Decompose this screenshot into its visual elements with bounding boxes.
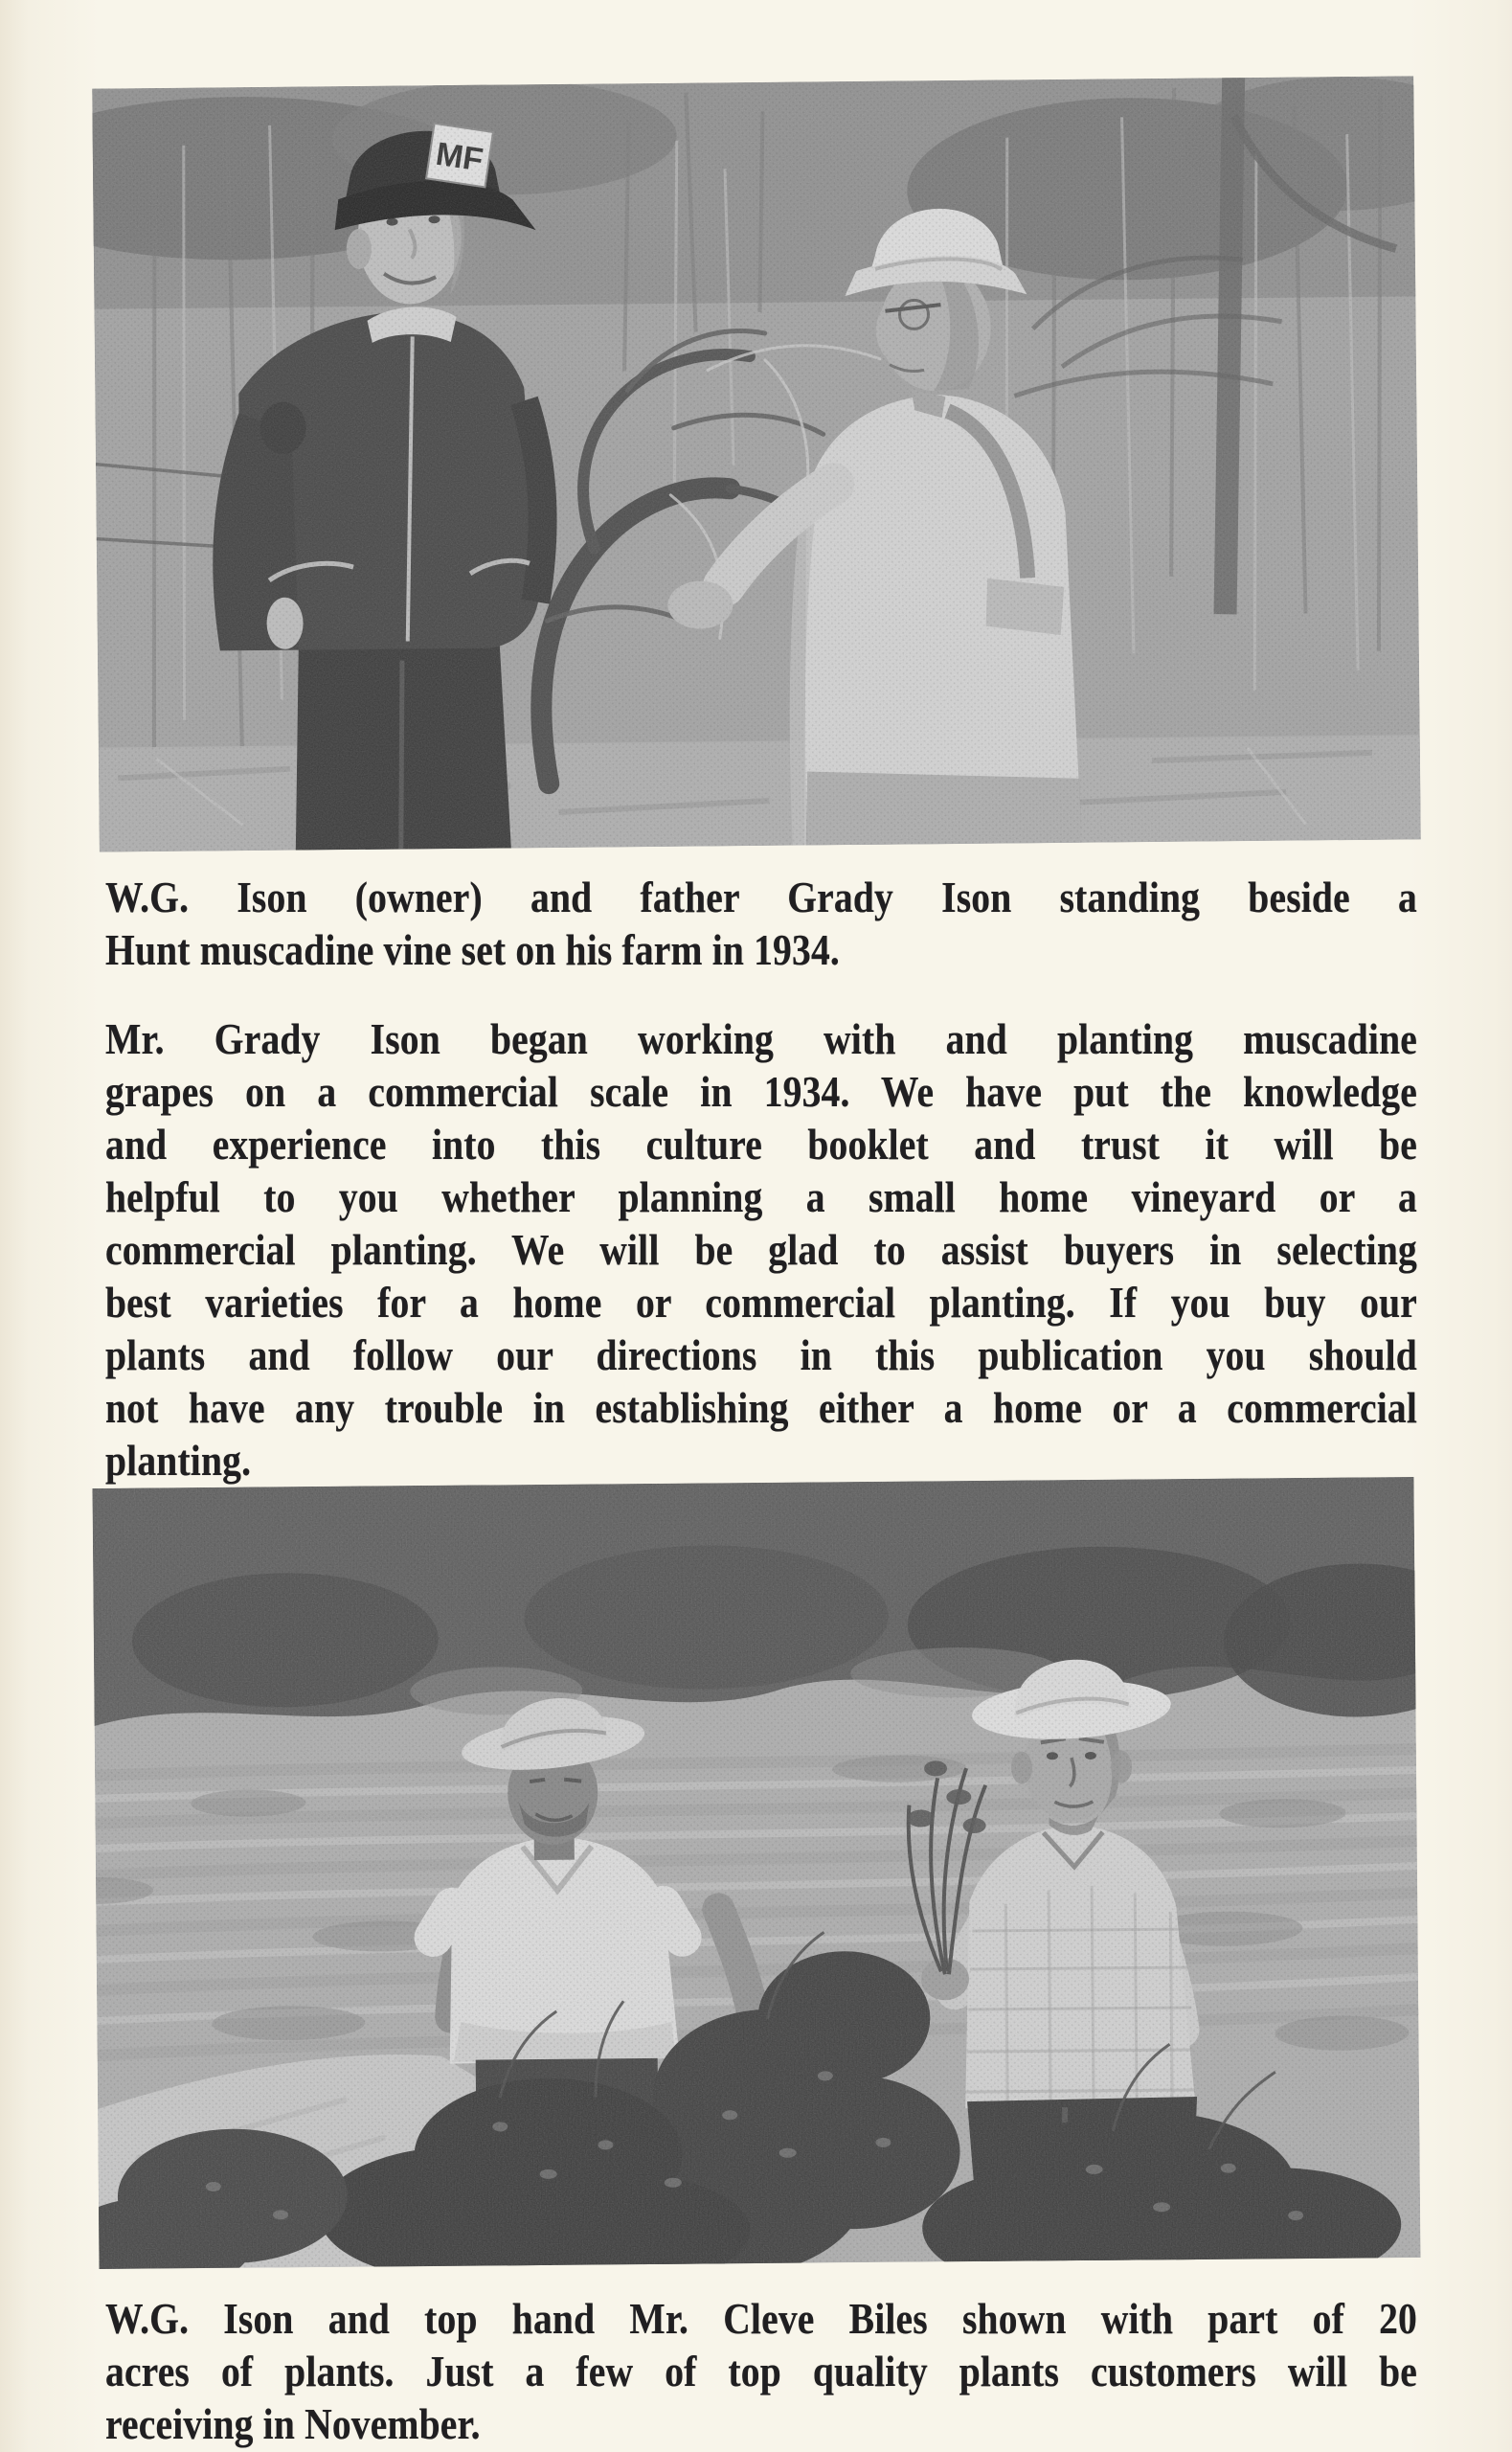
text-line: Hunt muscadine vine set on his farm in 1934. [105, 925, 840, 974]
text-line: Mr. Grady Ison began working with and planting muscadine [105, 1014, 1417, 1063]
photo2-caption [105, 2292, 1417, 2450]
photo-field-scene-image [92, 1477, 1420, 2269]
photo1-caption [105, 871, 1417, 976]
text-line: commercial planting. We will be glad to assist buyers in selecting [105, 1225, 1417, 1274]
text-line: not have any trouble in establishing either a home or a commercial [105, 1383, 1417, 1432]
text-line: grapes on a commercial scale in 1934. We have put the knowledge [105, 1067, 1417, 1116]
text-line: helpful to you whether planning a small home vineyard or a [105, 1172, 1417, 1221]
text-line: W.G. Ison and top hand Mr. Cleve Biles shown with part of 20 [105, 2294, 1417, 2343]
body-paragraph [105, 1012, 1417, 1487]
text-line: receiving in November. [105, 2399, 481, 2448]
photo-vine-scene-image [92, 76, 1421, 851]
text-line: plants and follow our directions in this publication you should [105, 1330, 1417, 1379]
photo-vine-scene [92, 76, 1421, 851]
text-line: planting. [105, 1436, 252, 1485]
text-line: best varieties for a home or commercial planting. If you buy our [105, 1278, 1417, 1327]
text-line: acres of plants. Just a few of top quality plants customers will be [105, 2347, 1417, 2395]
text-line: and experience into this culture booklet and trust it will be [105, 1120, 1417, 1169]
photo-field-scene [92, 1477, 1420, 2269]
text-line: W.G. Ison (owner) and father Grady Ison standing beside a [105, 873, 1417, 921]
